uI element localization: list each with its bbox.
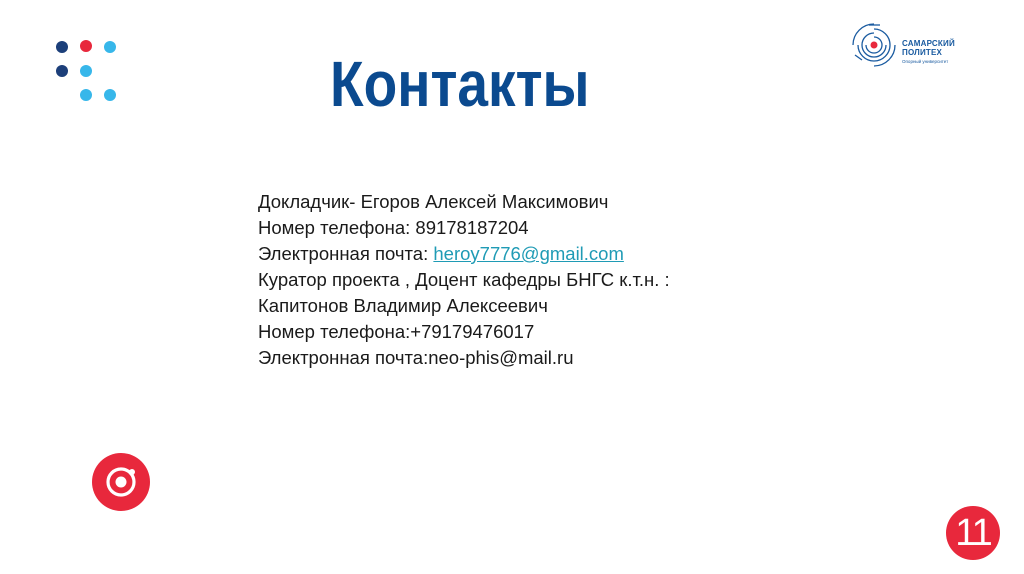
orbit-emblem-icon — [849, 22, 899, 68]
page-title: Контакты — [330, 48, 590, 120]
curator-email-line — [258, 345, 818, 371]
university-logo — [849, 22, 959, 68]
curator-email: neo-phis@mail.ru — [428, 347, 574, 368]
speaker-line: Докладчик- Егоров Алексей Максимович — [258, 191, 609, 212]
curator-phone-line — [258, 319, 818, 345]
ring-badge — [92, 453, 150, 511]
curator-phone-label: Номер телефона: — [258, 321, 411, 342]
speaker-phone-line — [258, 215, 818, 241]
curator-name: Капитонов Владимир Алексеевич — [258, 295, 548, 316]
speaker-email-link[interactable]: heroy7776@gmail.com — [433, 243, 624, 264]
page-number: 11 — [955, 512, 991, 554]
logo-tagline: Опорный университет — [902, 59, 949, 64]
dot — [56, 65, 68, 77]
dot — [80, 89, 92, 101]
logo-name-line2: ПОЛИТЕХ — [902, 48, 943, 57]
dot — [80, 40, 92, 52]
speaker-email-line — [258, 241, 818, 267]
curator-phone: +79179476017 — [410, 321, 535, 342]
curator-email-label: Электронная почта: — [258, 347, 429, 368]
dot — [104, 41, 116, 53]
contacts-block — [258, 189, 818, 371]
logo-name — [902, 39, 955, 57]
speaker-phone-label: Номер телефона: — [258, 217, 416, 238]
curator-line: Куратор проекта , Доцент кафедры БНГС к.т.н. : — [258, 269, 670, 290]
ring-icon — [92, 453, 150, 511]
logo-name-line1: САМАРСКИЙ — [902, 39, 955, 48]
speaker-phone: 89178187204 — [415, 217, 529, 238]
page-number-badge — [946, 506, 1000, 560]
dot — [80, 65, 92, 77]
dot — [104, 89, 116, 101]
dot — [56, 41, 68, 53]
speaker-email-label: Электронная почта: — [258, 243, 434, 264]
